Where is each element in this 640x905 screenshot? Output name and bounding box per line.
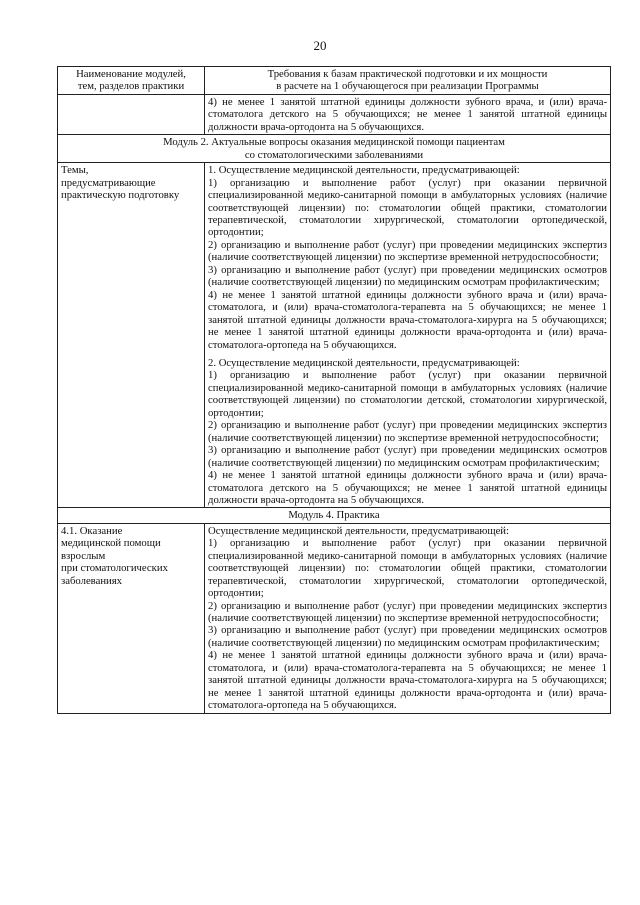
continuation-cell xyxy=(205,94,611,134)
topic-line: практическую подготовку xyxy=(61,189,180,202)
requirement-heading: Осуществление медицинской деятельности, предусматривающей: xyxy=(208,524,509,537)
table-row xyxy=(58,163,611,508)
requirement-heading: 2. Осуществление медицинской деятельности, предусматривающей: xyxy=(208,356,520,369)
table-row xyxy=(58,523,611,713)
module-4-topic-cell xyxy=(58,523,205,713)
requirement-item: 4) не менее 1 занятой штатной единицы должности зубного врача и (или) врача-стоматолога, и (или) врача-стоматолога-терапевта на 5 обучающихся; не менее 1 занятой штатной единицы должности врача-стоматолога-хирурга на 5 обучающихся; не менее 1 занятой штатной единицы должности врача-ортодонта и (или) врача-стоматолога-ортопеда на 5 обучающихся. xyxy=(208,288,607,351)
header-col1-line1: Наименование модулей, xyxy=(76,68,186,80)
topic-line: при стоматологических xyxy=(61,562,168,575)
module-4-title-row xyxy=(58,508,611,523)
module-4-title: Модуль 4. Практика xyxy=(58,508,611,523)
topic-line: заболеваниях xyxy=(61,574,123,587)
module-2-title-line2: со стоматологическими заболеваниями xyxy=(244,148,424,161)
requirements-table xyxy=(57,66,611,714)
topic-line: 4.1. Оказание xyxy=(61,524,123,537)
module-2-topic-cell xyxy=(58,163,205,508)
requirement-item: 1) организацию и выполнение работ (услуг) при оказании первичной специализированной медико-санитарной помощи в амбулаторных условиях (наличие соответствующей лицензии) по: стоматологии общей практики, стоматологии терапевтической, стоматологии хирургической, стоматологии ортопедической, ортодонтии; xyxy=(208,176,607,239)
requirement-item: 3) организацию и выполнение работ (услуг) при проведении медицинских осмотров (наличие соответствующей лицензии) по медицинским осмотрам профилактическим; xyxy=(208,444,607,469)
module-2-requirements-cell xyxy=(205,163,611,508)
requirement-item: 4) не менее 1 занятой штатной единицы должности зубного врача и (или) врача-стоматолога детского на 5 обучающихся; не менее 1 занятой штатной единицы должности врача-ортодонта на 5 обучающихся. xyxy=(208,469,607,506)
module-2-title xyxy=(58,135,611,163)
header-col2-line2: в расчете на 1 обучающегося при реализации Программы xyxy=(276,80,539,93)
table-row xyxy=(58,94,611,134)
topic-line: медицинской помощи xyxy=(61,537,161,550)
header-col2-line1: Требования к базам практической подготовки и их мощности xyxy=(267,68,548,80)
header-col-modules xyxy=(58,67,205,95)
topic-line: Темы, xyxy=(61,164,89,177)
table-header-row xyxy=(58,67,611,95)
requirement-item: 2) организацию и выполнение работ (услуг) при проведении медицинских экспертиз (наличие соответствующей лицензии) по экспертизе временной нетрудоспособности; xyxy=(208,419,607,444)
requirement-item: 1) организацию и выполнение работ (услуг) при оказании первичной специализированной медико-санитарной помощи в амбулаторных условиях (наличие соответствующей лицензии) по: стоматологии общей практики, стоматологии терапевтической, стоматологии хирургической, стоматологии ортопедической, ортодонтии; xyxy=(208,537,607,600)
requirement-item: 3) организацию и выполнение работ (услуг) при проведении медицинских осмотров (наличие соответствующей лицензии) по медицинским осмотрам профилактическим; xyxy=(208,624,607,649)
requirement-heading: 1. Осуществление медицинской деятельности, предусматривающей: xyxy=(208,164,520,177)
topic-line: предусматривающие xyxy=(61,176,156,189)
header-col1-line2: тем, разделов практики xyxy=(77,80,185,93)
requirement-item: 1) организацию и выполнение работ (услуг) при оказании первичной специализированной медико-санитарной помощи в амбулаторных условиях (наличие соответствующей лицензии) по стоматологии детской, стоматологии хирургической, ортодонтии; xyxy=(208,369,607,419)
header-col-requirements xyxy=(205,67,611,95)
continuation-text: 4) не менее 1 занятой штатной единицы должности зубного врача, и (или) врача-стоматолога детского на 5 обучающихся; не менее 1 занятой штатной единицы должности врача-ортодонта на 5 обучающихся. xyxy=(208,95,607,133)
page-number: 20 xyxy=(313,38,327,53)
empty-cell xyxy=(58,94,205,134)
requirement-item: 2) организацию и выполнение работ (услуг) при проведении медицинских экспертиз (наличие соответствующей лицензии) по экспертизе временной нетрудоспособности; xyxy=(208,599,607,625)
requirement-item: 3) организацию и выполнение работ (услуг) при проведении медицинских осмотров (наличие соответствующей лицензии) по медицинским осмотрам профилактическим; xyxy=(208,263,607,289)
module-2-title-line1: Модуль 2. Актуальные вопросы оказания медицинской помощи пациентам xyxy=(163,136,505,149)
requirement-item: 2) организацию и выполнение работ (услуг) при проведении медицинских экспертиз (наличие соответствующей лицензии) по экспертизе временной нетрудоспособности; xyxy=(208,238,607,264)
module-2-title-row xyxy=(58,135,611,163)
topic-line: взрослым xyxy=(61,549,106,562)
module-4-requirements-cell xyxy=(205,523,611,713)
requirement-item: 4) не менее 1 занятой штатной единицы должности зубного врача и (или) врача-стоматолога, и (или) врача-стоматолога-терапевта на 5 обучающихся; не менее 1 занятой штатной единицы должности врача-стоматолога-хирурга на 5 обучающихся; не менее 1 занятой штатной единицы должности врача-ортодонта и (или) врача-стоматолога-ортопеда на 5 обучающихся. xyxy=(208,649,607,712)
